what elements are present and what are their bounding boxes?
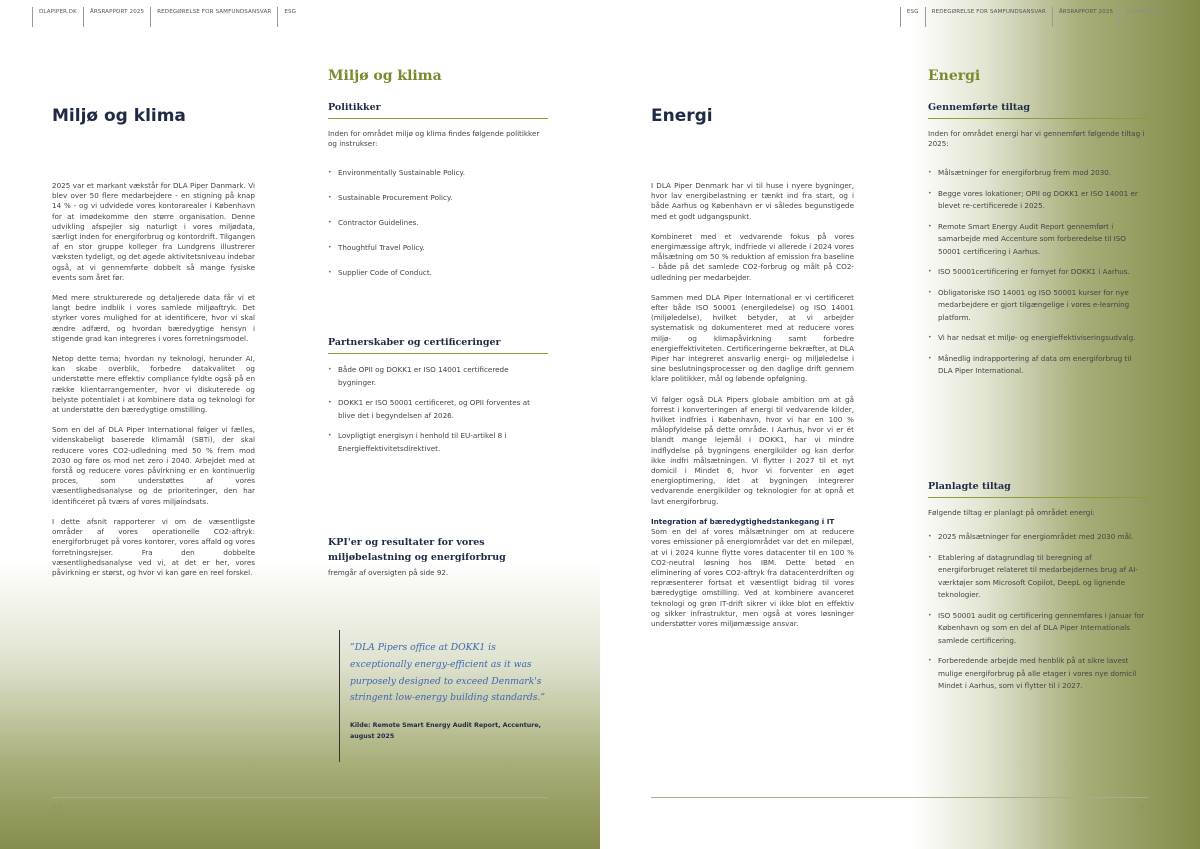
right-body-text <box>651 181 854 639</box>
integration-heading: Integration af bæredygtighedstankegang i IT <box>651 516 835 526</box>
list-item: • Lovpligtigt energisyn i henhold til EU-artikel 8 i Energieffektivitetsdirektivet. <box>328 430 548 455</box>
gennemforte-list <box>928 167 1148 386</box>
list-item: • Obligatoriske ISO 14001 og ISO 50001 kurser for nye medarbejdere er gjort tilgængelige i vores e-learning platform. <box>928 287 1148 325</box>
list-item: • Contractor Guidelines. <box>328 217 548 230</box>
list-item: • Remote Smart Energy Audit Report gennemført i samarbejde med Accenture som forberedelse til ISO 50001 certificering i Aarhus. <box>928 221 1148 259</box>
planlagte-list <box>928 531 1148 701</box>
list-item: • Supplier Code of Conduct. <box>328 267 548 280</box>
kpi-heading: KPI'er og resultater for vores miljøbelastning og energiforbrug <box>328 537 506 563</box>
list-item: • Månedlig indrapportering af data om energiforbrug til DLA Piper International. <box>928 353 1148 378</box>
quote-source: Kilde: Remote Smart Energy Audit Report, Accenture, august 2025 <box>350 722 542 740</box>
list-item: • 2025 målsætninger for energiområdet med 2030 mål. <box>928 531 1148 544</box>
nav-link-csr[interactable]: REDEGØRELSE FOR SAMFUNDSANSVAR <box>150 7 277 27</box>
body-paragraph: Netop dette tema; hvordan ny teknologi, herunder AI, kan skabe overblik, forbedre datakvalitet og understøtte mere effektiv compliance fyldte også på en række klientarrangementer, hvor vi diskuterede og belyste potentialet i at kombinere data og teknologi for at understøtte den bæredygtige omstilling. <box>52 354 255 415</box>
body-paragraph: Sammen med DLA Piper International er vi certificeret efter både ISO 50001 (energiledelse) og ISO 14001 (miljøledelse), hvilket betyder, at vi arbejder systematisk og dokumenteret med at reducere vores miljø- og klimapåvirkning samt forbedre energieffektiviteten. Certificeringerne bekræfter, at DLA Piper har integreret ansvarlig energi- og miljøledelse i sine beslutningsprocesser og den daglige drift gennem klare politikker, mål og løbende opfølgning. <box>651 292 854 384</box>
planlagte-heading: Planlagte tiltag <box>928 481 1148 498</box>
right-breadcrumb-nav <box>900 7 1170 27</box>
page-title: Miljø og klima <box>52 106 186 126</box>
list-item: • DOKK1 er ISO 50001 certificeret, og OPII forventes at blive det i begyndelsen af 2026. <box>328 397 548 422</box>
body-paragraph: I dette afsnit rapporterer vi om de væsentligste områder af vores operationelle CO2-aftryk: energiforbruget på vores kontorer, vores affald og vores forretningsrejser. Fra den dobbelte væsentlighedsanalyse ved vi, at det er her, vores påvirkning er størst, og hvor vi kan gøre en reel forskel. <box>52 516 255 577</box>
right-page <box>600 0 1200 849</box>
kpi-reference[interactable]: fremgår af oversigten på side 92. <box>328 568 449 577</box>
list-item: • ISO 50001 audit og certificering gennemføres i januar for København og som en del af DLA Piper Internationals samlede certificering. <box>928 610 1148 648</box>
section-title: Energi <box>928 68 981 84</box>
gennemforte-heading: Gennemførte tiltag <box>928 102 1148 119</box>
footer-divider <box>52 797 548 798</box>
list-item: • Vi har nedsat et miljø- og energieffektiviseringsudvalg. <box>928 332 1148 345</box>
body-paragraph: Med mere strukturerede og detaljerede data får vi et langt bedre indblik i vores samlede miljøaftryk. Det styrker vores mulighed for at identificere, hvor vi skal ændre adfærd, og hvordan bæredygtige hensyn i stigende grad kan integreres i vores forretningsmodel. <box>52 293 255 343</box>
page-number: 57 <box>1140 803 1150 812</box>
nav-link-csr[interactable]: REDEGØRELSE FOR SAMFUNDSANSVAR <box>925 7 1052 27</box>
list-item: • Begge vores lokationer; OPII og DOKK1 er ISO 14001 er blevet re-certificerede i 2025. <box>928 188 1148 213</box>
quote-text: ”DLA Pipers office at DOKK1 is exceptionally energy-efficient as it was purposely designed to exceed Denmark's stringent low-energy building standards.” <box>350 642 546 704</box>
list-item: • Thoughtful Travel Policy. <box>328 242 548 255</box>
nav-link-website[interactable]: DLAPIPER.DK <box>1119 7 1170 27</box>
nav-link-website[interactable]: DLAPIPER.DK <box>32 7 83 27</box>
left-breadcrumb-nav <box>32 7 302 27</box>
body-paragraph: Kombineret med et vedvarende fokus på vores energimæssige aftryk, indfriede vi allerede i 2024 vores målsætning om 50 % reduktion af emission fra baseline – både på det samlede CO2-forbrug og målt på CO2-udledning per medarbejder. <box>651 231 854 282</box>
politikker-heading: Politikker <box>328 102 548 119</box>
body-paragraph: Vi følger også DLA Pipers globale ambition om at gå forrest i konverteringen af energi til vedvarende kilder, hvilket indfries i København, hvor vi har en 100 % målopfyldelse på dette område. I Aarhus, hvor vi er ét blandt mange lejemål i DOKK1, har vi mindre indflydelse på bygningens energikilder og kan derfor ikke indfri målsætningen. Vi flytter i 2027 til et nyt domicil i Mindet 6, hvor vi forventer en øget energioptimering, idet at bygningen integrerer vedvarende energikilder og teknologier for at opnå et lavt energiforbrug. <box>651 394 854 506</box>
gennemforte-intro: Inden for området energi har vi gennemført følgende tiltag i 2025: <box>928 129 1145 149</box>
page-number: 56 <box>52 803 62 812</box>
nav-link-annual-report[interactable]: ÅRSRAPPORT 2025 <box>83 7 150 27</box>
partnerskaber-list <box>328 364 548 463</box>
list-item: • Environmentally Sustainable Policy. <box>328 167 548 180</box>
body-paragraph: 2025 var et markant vækstår for DLA Piper Danmark. Vi blev over 50 flere medarbejdere - en stigning på knap 14 % - og vi udvidede vores kontorarealer i København for at imødekomme den større organisation. Denne udvikling afspejler sig naturligt i vores miljødata, særligt inden for energiforbrug og kontordrift. Tilgangen af en stor gruppe kolleger fra Lundgrens illustrerer væksten tydeligt, og det øgede aktivitetsniveau indebar også, at vi gennemførte dobbelt så mange fysiske events som året før. <box>52 181 255 282</box>
body-paragraph: Som en del af vores målsætninger om at reducere vores emissioner på energiområdet var det en milepæl, at vi i 2024 kunne flytte vores datacenter til en 100 % CO2-neutral løsning hos IBM. Dette betød en eliminering af vores CO2-aftryk fra datacenterdriften og repræsenterer fortsat et væsentligt bidrag til vores bæredygtige omstilling. Ved at kombinere avanceret teknologi og grøn IT-drift sikrer vi ikke blot en effektiv og sikker infrastruktur, men også at vores løsninger understøtter vores miljømæssige ansvar. <box>651 527 854 628</box>
partnerskaber-heading: Partnerskaber og certificeringer <box>328 337 548 354</box>
list-item: • Etablering af datagrundlag til beregning af energiforbruget relateret til medarbejdernes brug af AI-værktøjer som Microsoft Copilot, DeepL og lignende teknologier. <box>928 552 1148 602</box>
page-title: Energi <box>651 106 713 126</box>
body-paragraph: I DLA Piper Denmark har vi til huse i nyere bygninger, hvor lav energibelastning er tænkt ind fra start, og i både Aarhus og København er vi således begunstigede med et godt udgangspunkt. <box>651 181 854 221</box>
body-paragraph: Som en del af DLA Piper International følger vi fælles, videnskabeligt baserede klimamål (SBTi), der skal reducere vores CO2-udledning med 50 % frem mod 2030 og føre os mod net zero i 2040. Arbejdet med at forstå og reducere vores påvirkning er en kontinuerlig proces, som understøttes af vores væsentlighedsanalyse og de prioriteringer, den har identificeret på tværs af vores miljøindsats. <box>52 425 255 506</box>
politikker-intro: Inden for området miljø og klima findes følgende politikker og instrukser: <box>328 129 540 149</box>
left-body-text <box>52 181 255 588</box>
list-item: • ISO 50001certificering er fornyet for DOKK1 i Aarhus. <box>928 266 1148 279</box>
footer-divider <box>651 797 1148 798</box>
nav-link-annual-report[interactable]: ÅRSRAPPORT 2025 <box>1052 7 1119 27</box>
politikker-list <box>328 167 548 292</box>
list-item: • Både OPII og DOKK1 er ISO 14001 certificerede bygninger. <box>328 364 548 389</box>
planlagte-intro: Følgende tiltag er planlagt på området energi: <box>928 508 1095 517</box>
nav-link-esg[interactable]: ESG <box>277 7 302 27</box>
list-item: • Målsætninger for energiforbrug frem mod 2030. <box>928 167 1148 180</box>
list-item: • Sustainable Procurement Policy. <box>328 192 548 205</box>
pull-quote <box>339 630 555 762</box>
nav-link-esg[interactable]: ESG <box>900 7 925 27</box>
list-item: • Forberedende arbejde med henblik på at sikre lavest mulige energiforbrug på alle etager i vores nye domicil Mindet i Aarhus, som vi flytter til i 2027. <box>928 655 1148 693</box>
section-title: Miljø og klima <box>328 68 442 84</box>
